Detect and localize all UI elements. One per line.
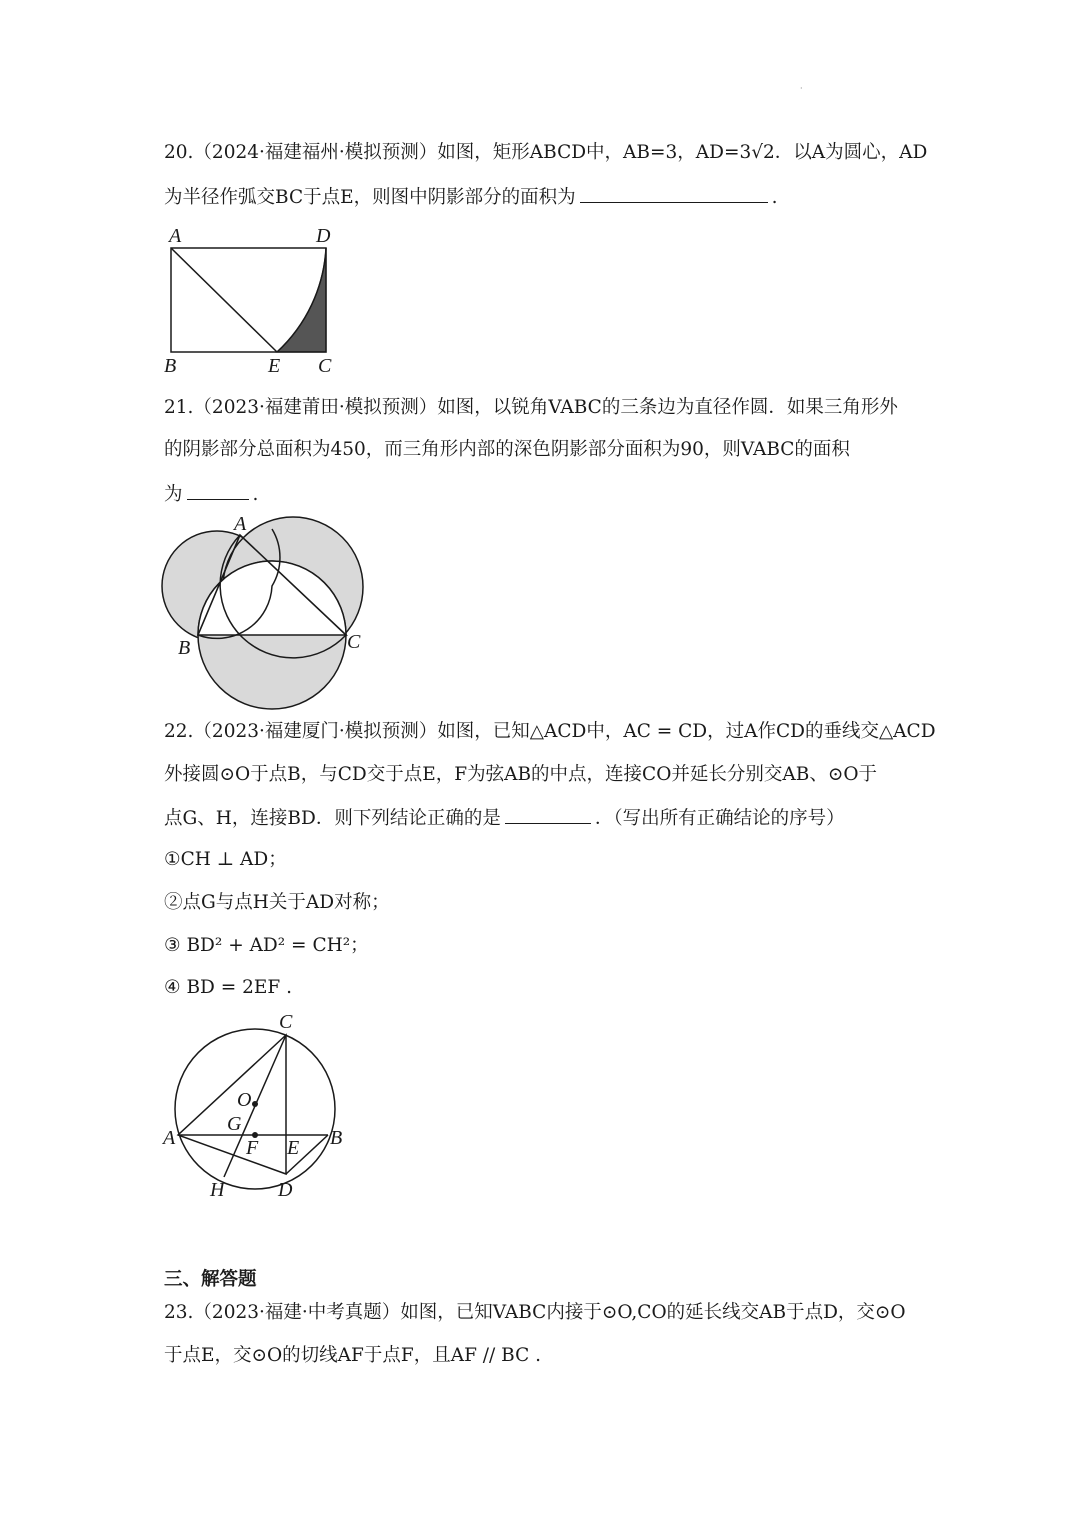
q22-line-2: 外接圆⊙O于点B，与CD交于点E，F为弦AB的中点，连接CO并延长分别交AB、⊙O于 [164, 764, 877, 785]
q22-label-f: F [246, 1137, 259, 1159]
q22-label-e: E [287, 1137, 300, 1159]
q22-circle-o [175, 1029, 335, 1189]
q20-label-e: E [268, 355, 281, 377]
q22-label-a: A [163, 1127, 176, 1149]
q21-line-3 [164, 481, 258, 507]
q22-option-1: ①CH ⊥ AD； [164, 849, 287, 870]
q22-label-c: C [279, 1011, 293, 1033]
q22-option-2: ②点G与点H关于AD对称； [164, 892, 390, 913]
q20-figure [160, 222, 350, 382]
q22-label-o: O [237, 1089, 252, 1111]
q21-label-c: C [347, 631, 361, 653]
q22-option-4: ④ BD = 2EF . [164, 977, 293, 998]
q20-label-b: B [164, 355, 177, 377]
q20-line-2-end: . [771, 187, 778, 208]
q20-shaded-region [277, 248, 326, 352]
q22-line-1: 22.（2023·福建厦门·模拟预测）如图，已知△ACD中，AC = CD，过A作CD的垂线交△ACD [164, 721, 936, 742]
q23-line-2: 于点E，交⊙O的切线AF于点F，且AF // BC . [164, 1345, 541, 1366]
q21-line-1: 21.（2023·福建莆田·模拟预测）如图，以锐角VABC的三条边为直径作圆．如果三角形外 [164, 397, 898, 418]
q23-line-1: 23.（2023·福建·中考真题）如图，已知VABC内接于⊙O,CO的延长线交AB于点D，交⊙O [164, 1302, 906, 1323]
q20-line-2 [164, 184, 778, 210]
q20-segment-ae [171, 248, 277, 352]
q21-label-a: A [234, 513, 247, 535]
q22-figure [155, 1010, 365, 1205]
q22-triangle-acd [178, 1035, 286, 1174]
q22-answer-blank[interactable] [505, 805, 591, 824]
q20-label-a: A [169, 225, 182, 247]
section-heading-answers: 三、解答题 [164, 1269, 257, 1290]
q20-line-1: 20.（2024·福建福州·模拟预测）如图，矩形ABCD中，AB=3，AD=3√2．以A为圆心，AD [164, 142, 928, 163]
q21-line-3-text: 为 [164, 484, 183, 505]
q22-label-d: D [278, 1179, 293, 1201]
q22-line-3-end: ．（写出所有正确结论的序号） [594, 808, 845, 829]
q21-answer-blank[interactable] [187, 481, 249, 500]
q22-line-3 [164, 805, 845, 831]
q21-line-3-end: . [252, 484, 259, 505]
q20-label-c: C [318, 355, 332, 377]
q22-point-o [252, 1101, 258, 1107]
q20-line-2-text: 为半径作弧交BC于点E，则图中阴影部分的面积为 [164, 187, 576, 208]
q22-label-b: B [330, 1127, 343, 1149]
q21-label-b: B [178, 637, 191, 659]
q22-line-3-text: 点G、H，连接BD．则下列结论正确的是 [164, 808, 501, 829]
q20-label-d: D [316, 225, 331, 247]
q21-figure [155, 508, 375, 713]
q20-answer-blank[interactable] [580, 184, 768, 203]
q22-option-3: ③ BD² + AD² = CH²； [164, 935, 369, 956]
q21-line-2: 的阴影部分总面积为450，而三角形内部的深色阴影部分面积为90，则VABC的面积 [164, 439, 850, 460]
q22-label-g: G [227, 1113, 242, 1135]
page-corner-mark: · [800, 84, 803, 93]
q22-label-h: H [210, 1179, 225, 1201]
